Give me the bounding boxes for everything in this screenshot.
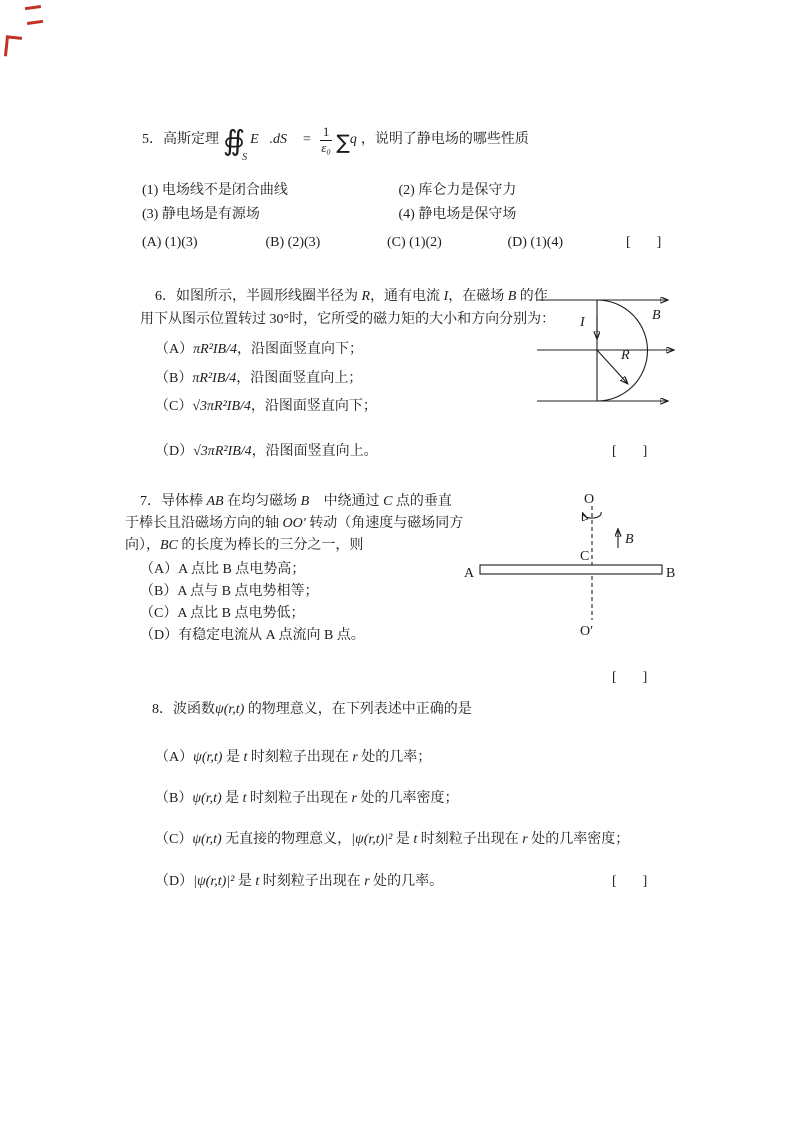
current-label: I xyxy=(580,315,585,330)
q5-choices-row-1 xyxy=(142,181,516,201)
bar-right-label: B xyxy=(666,566,676,581)
q7-option-b: （B）A 点与 B 点电势相等； xyxy=(140,584,319,599)
question-6-stem-line-1: 6．如图所示，半圆形线圈半径为 R，通有电流 I，在磁场 B 的作 xyxy=(155,289,548,304)
question-5-stem xyxy=(142,118,529,162)
question-7-stem-line-3: 向），BC 的长度为棒长的三分之一，则 xyxy=(125,538,364,553)
q8-option-c: （C）ψ(r,t) 无直接的物理意义，|ψ(r,t)|² 是 t 时刻粒子出现在 r 处的几率密度； xyxy=(155,832,630,847)
q7-answer-bracket: [ ] xyxy=(612,670,648,685)
radius-label: R xyxy=(621,348,630,363)
q5-stem-suffix: ，说明了静电场的哪些性质 xyxy=(360,132,529,147)
q5-answer-bracket: [ ] xyxy=(626,235,662,250)
q5-choice-3: (3) 静电场是有源场 xyxy=(142,207,260,222)
q5-answer-a: (A) (1)(3) xyxy=(142,235,198,250)
q6-option-a: （A）πR²IB/4，沿图面竖直向下； xyxy=(155,342,363,357)
axis-top-label: O xyxy=(584,492,595,507)
conductor-bar xyxy=(480,565,662,574)
question-6-stem-line-2: 用下从图示位置转过 30°时，它所受的磁力矩的大小和方向分别为： xyxy=(140,312,556,327)
q8-option-a: （A）ψ(r,t) 是 t 时刻粒子出现在 r 处的几率； xyxy=(155,750,432,765)
rotating-rod-figure xyxy=(460,488,690,640)
q6-answer-bracket: [ ] xyxy=(612,444,648,459)
q5-answer-c: (C) (1)(2) xyxy=(387,235,442,250)
question-7-stem-line-2: 于棒长且沿磁场方向的轴 OO′ 转动（角速度与磁场同方 xyxy=(125,516,464,531)
fraction-one-over-epsilon0: $\frac{1}{\text{ε₀}}$ xyxy=(321,123,331,155)
q8-option-d: （D）|ψ(r,t)|² 是 t 时刻粒子出现在 r 处的几率。 xyxy=(155,874,444,889)
q5-choices-row-2 xyxy=(142,205,516,225)
equals-sign: = xyxy=(302,132,311,147)
q5-answer-options-row xyxy=(142,233,661,253)
q7-option-d: （D）有稳定电流从 A 点流向 B 点。 xyxy=(140,628,365,643)
bar-left-label: A xyxy=(464,566,475,581)
q8-answer-bracket: [ ] xyxy=(612,874,648,889)
charge-variable: q xyxy=(349,132,357,147)
center-point-label: C xyxy=(580,549,590,564)
q6-option-c: （C）√3πR²IB/4，沿图面竖直向下； xyxy=(155,399,377,414)
q8-option-b: （B）ψ(r,t) 是 t 时刻粒子出现在 r 处的几率密度； xyxy=(155,791,459,806)
red-stamp-fragment-1 xyxy=(25,5,43,25)
q7-option-c: （C）A 点比 B 点电势低； xyxy=(140,606,305,621)
summation-symbol: ∑ xyxy=(336,130,350,154)
question-7-stem-line-1: 7．导体棒 AB 在均匀磁场 B⃗ 中绕通过 C 点的垂直 xyxy=(140,494,452,509)
q5-choice-2: (2) 库仑力是保守力 xyxy=(398,183,517,198)
surface-integral-symbol: $∯_S$ xyxy=(223,124,248,163)
semicircular-coil-figure xyxy=(533,288,683,416)
field-label: B⃗ xyxy=(652,308,672,323)
integrand: E⃗.dS⃗ xyxy=(250,132,298,147)
q7-option-a: （A）A 点比 B 点电势高； xyxy=(140,562,306,577)
q5-choice-4: (4) 静电场是保守场 xyxy=(398,207,517,222)
q5-choice-1: (1) 电场线不是闭合曲线 xyxy=(142,183,288,198)
q5-answer-d: (D) (1)(4) xyxy=(507,235,564,250)
question-8-stem: 8．波函数ψ(r,t) 的物理意义，在下列表述中正确的是 xyxy=(152,702,472,717)
red-stamp-fragment-2 xyxy=(4,35,22,58)
q5-answer-b: (B) (2)(3) xyxy=(265,235,321,250)
axis-bottom-label: O′ xyxy=(580,624,594,639)
q6-option-b: （B）πR²IB/4，沿图面竖直向上； xyxy=(155,371,363,386)
field-label: B⃗ xyxy=(625,532,645,547)
q5-stem-prefix: 5．高斯定理 xyxy=(142,132,219,147)
gauss-law-formula xyxy=(223,123,357,163)
q6-option-d: （D）√3πR²IB/4，沿图面竖直向上。 xyxy=(155,444,378,459)
